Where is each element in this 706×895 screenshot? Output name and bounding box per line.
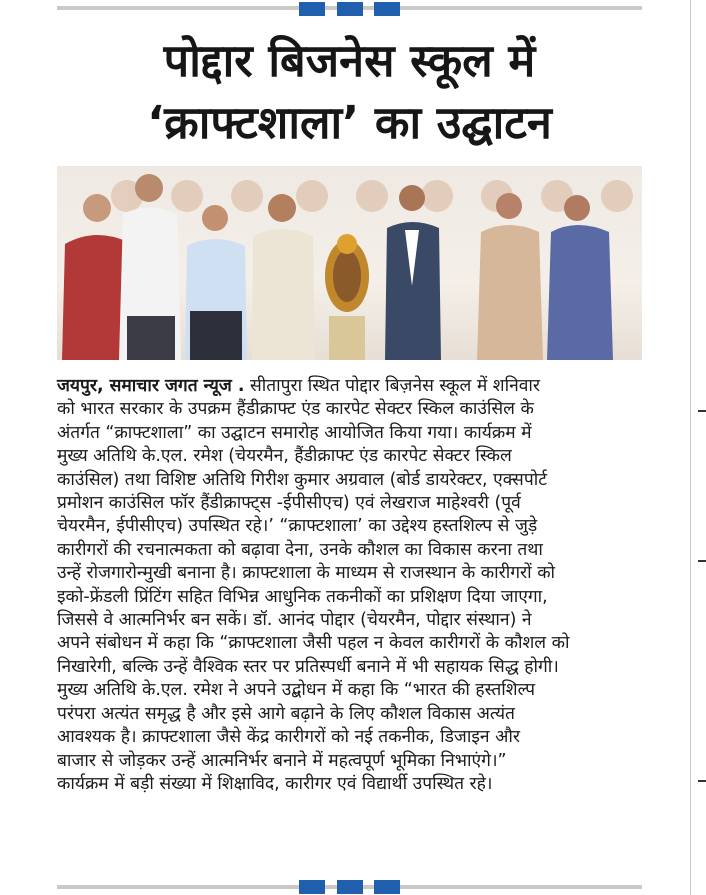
bottom-accent-square — [337, 880, 363, 894]
article-line: अंतर्गत “क्राफ्टशाला” का उद्घाटन समारोह आयोजित किया गया। कार्यक्रम में — [57, 422, 532, 443]
article-line: चेयरमैन, ईपीसीएच) उपस्थित रहे।’ “क्राफ्टशाला’ का उद्देश्य हस्तशिल्प से जुड़े — [57, 516, 538, 537]
column-divider — [690, 0, 691, 895]
adjacent-column-fragment — [698, 780, 706, 782]
headline — [57, 30, 642, 154]
article-line: आवश्यक है। क्राफ्टशाला जैसे केंद्र कारीगरों को नई तकनीक, डिजाइन और — [57, 727, 520, 748]
article-line: परंपरा अत्यंत समृद्ध है और इसे आगे बढ़ाने के लिए कौशल विकास अत्यंत — [57, 703, 515, 724]
article-line — [57, 375, 647, 398]
news-photo — [57, 166, 642, 360]
article-line: मुख्य अतिथि के.एल. रमेश ने अपने उद्बोधन में कहा कि “भारत की हस्तशिल्प — [57, 680, 535, 701]
article-line: काउंसिल) तथा विशिष्ट अतिथि गिरीश कुमार अग्रवाल (बोर्ड डायरेक्टर, एक्सपोर्ट — [57, 469, 547, 490]
headline-line-2: ‘क्राफ्टशाला’ का उद्घाटन — [147, 96, 552, 149]
article-body — [57, 375, 647, 796]
bottom-accent-square — [374, 880, 400, 894]
article-line: उन्हें रोजगारोन्मुखी बनाना है। क्राफ्टशाला के माध्यम से राजस्थान के कारीगरों को — [57, 563, 556, 584]
dateline: जयपुर, समाचार जगत न्यूज . — [57, 376, 245, 396]
article-line: अपने संबोधन में कहा कि “क्राफ्टशाला जैसी पहल न केवल कारीगरों के कौशल को — [57, 633, 570, 654]
bottom-accent-square — [299, 880, 325, 894]
article-line: कारीगरों की रचनात्मकता को बढ़ावा देना, उनके कौशल का विकास करना तथा — [57, 539, 543, 560]
article-line: जिससे वे आत्मनिर्भर बन सकें। डॉ. आनंद पोद्दार (चेयरमैन, पोद्दार संस्थान) ने — [57, 610, 532, 631]
article-line: बाजार से जोड़कर उन्हें आत्मनिर्भर बनाने में महत्वपूर्ण भूमिका निभाएंगे।” — [57, 750, 507, 771]
article-line: इको-फ्रेंडली प्रिंटिंग सहित विभिन्न आधुनिक तकनीकों का प्रशिक्षण दिया जाएगा, — [57, 586, 548, 607]
article-line: को भारत सरकार के उपक्रम हैंडीक्राफ्ट एंड कारपेट सेक्टर स्किल काउंसिल के — [57, 399, 534, 420]
article-line: प्रमोशन काउंसिल फॉर हैंडीक्राफ्ट्स -ईपीसीएच) एवं लेखराज माहेश्वरी (पूर्व — [57, 493, 521, 514]
article-line: मुख्य अतिथि के.एल. रमेश (चेयरमैन, हैंडीक्राफ्ट एंड कारपेट सेक्टर स्किल — [57, 446, 512, 467]
top-accent-square — [337, 2, 363, 16]
article-text: सीतापुरा स्थित पोद्दार बिज़नेस स्कूल में शनिवार — [244, 376, 541, 396]
adjacent-column-fragment — [698, 410, 706, 412]
top-accent-square — [299, 2, 325, 16]
top-accent-square — [374, 2, 400, 16]
article-line: कार्यक्रम में बड़ी संख्या में शिक्षाविद, कारीगर एवं विद्यार्थी उपस्थित रहे। — [57, 773, 493, 794]
headline-line-1: पोद्दार बिजनेस स्कूल में — [163, 34, 536, 87]
adjacent-column-fragment — [698, 560, 706, 562]
article-line: निखारेगी, बल्कि उन्हें वैश्विक स्तर पर प्रतिस्पर्धी बनाने में भी सहायक सिद्ध होगी। — [57, 656, 559, 677]
